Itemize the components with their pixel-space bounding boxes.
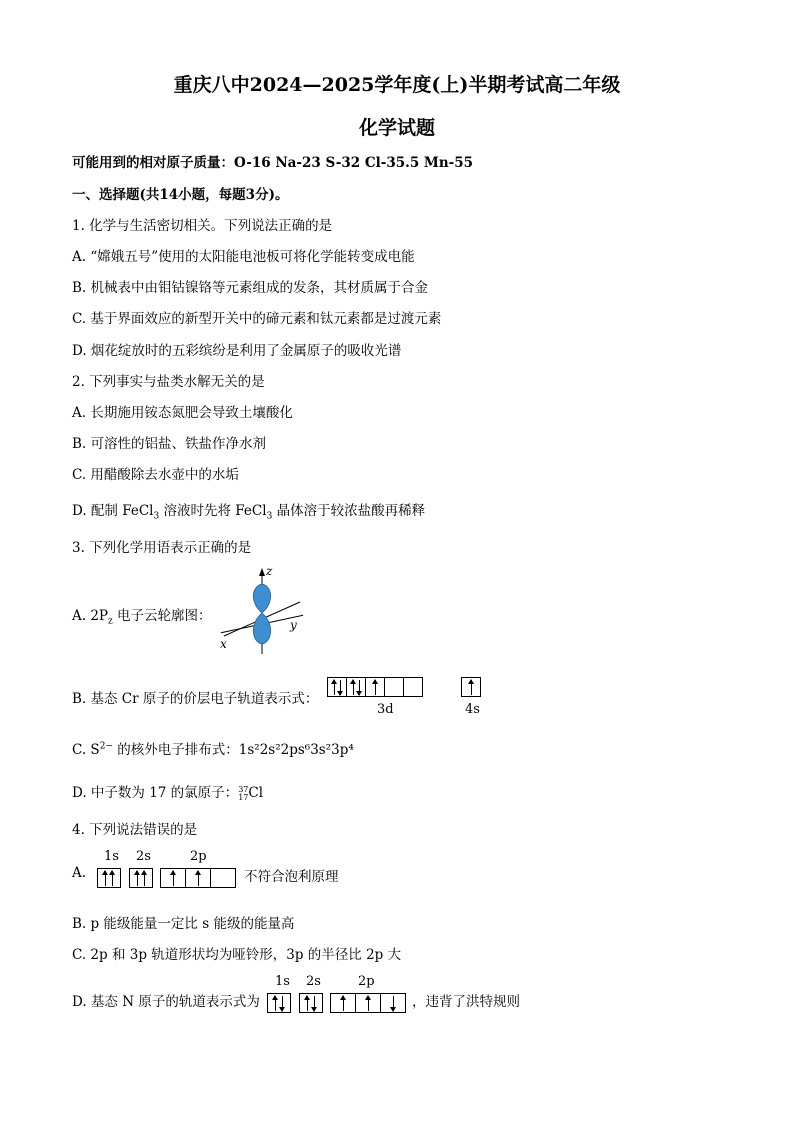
q4-option-d: D. 基态 N 原子的轨道表示式为 xyxy=(72,994,260,1010)
orbital-box xyxy=(160,868,186,888)
element-symbol: Cl xyxy=(248,785,264,801)
atomic-masses: 可能用到的相对原子质量：O-16 Na-23 S-32 Cl-35.5 Mn-55 xyxy=(72,155,474,171)
q4-stem: 4. 下列说法错误的是 xyxy=(72,822,198,838)
orbital-box xyxy=(330,993,356,1013)
paper-subtitle: 化学试题 xyxy=(358,117,435,139)
axis-z-label: z xyxy=(266,564,273,578)
orbital-box xyxy=(210,868,236,888)
orbital-box xyxy=(267,993,291,1013)
q4-option-a: A. xyxy=(72,865,87,881)
q4d-label-2s: 2s xyxy=(306,974,321,989)
exam-title: 重庆八中2024—2025学年度(上)半期考试高二年级 xyxy=(173,74,621,96)
label-4s: 4s xyxy=(465,702,480,717)
q4-option-c: C. 2p 和 3p 轨道形状均为哑铃形，3p 的半径比 2p 大 xyxy=(72,947,402,963)
q4d-orbital-diagram xyxy=(268,992,406,1013)
q2-option-b: B. 可溶性的铝盐、铁盐作净水剂 xyxy=(72,436,267,452)
cr-3d-orbitals xyxy=(328,676,423,697)
q1-option-a: A. “嫦娥五号”使用的太阳能电池板可将化学能转变成电能 xyxy=(72,249,415,265)
orbital-box xyxy=(129,868,153,888)
axis-y-label: y xyxy=(290,618,297,632)
q1-option-d: D. 烟花绽放时的五彩缤纷是利用了金属原子的吸收光谱 xyxy=(72,343,402,359)
q4a-label-2p: 2p xyxy=(190,849,207,864)
label-3d: 3d xyxy=(377,702,394,717)
q2-option-a: A. 长期施用铵态氮肥会导致土壤酸化 xyxy=(72,405,293,421)
q2-option-c: C. 用醋酸除去水壶中的水垢 xyxy=(72,467,239,483)
q3-option-a: A. $2P_z$ 电子云轮廓图： xyxy=(72,608,212,627)
orbital-box xyxy=(384,677,404,697)
q4a-conclusion: 不符合泡利原理 xyxy=(244,869,339,885)
q4a-label-2s: 2s xyxy=(136,849,151,864)
q3-stem: 3. 下列化学用语表示正确的是 xyxy=(72,540,252,556)
orbital-box xyxy=(346,677,366,697)
q1-option-c: C. 基于界面效应的新型开关中的碲元素和钛元素都是过渡元素 xyxy=(72,311,442,327)
q4a-orbital-diagram xyxy=(98,867,236,888)
q3-option-c: C. $S^{2-}$ 的核外电子排布式：1s²2s²2ps⁶3s²3p⁴ xyxy=(72,741,354,758)
section-heading: 一、选择题(共14小题，每题3分)。 xyxy=(72,187,289,203)
q4d-label-2p: 2p xyxy=(358,974,375,989)
orbital-box xyxy=(403,677,423,697)
mass-number: 37 xyxy=(238,784,249,794)
orbital-box xyxy=(97,868,121,888)
orbital-box xyxy=(380,993,406,1013)
orbital-box xyxy=(355,993,381,1013)
q4a-label-1s: 1s xyxy=(104,849,119,864)
cr-4s-orbital xyxy=(462,676,481,697)
orbital-box xyxy=(461,677,481,697)
q2-stem: 2. 下列事实与盐类水解无关的是 xyxy=(72,374,265,390)
q1-option-b: B. 机械表中由钼钴镍铬等元素组成的发条，其材质属于合金 xyxy=(72,280,429,296)
q1-stem: 1. 化学与生活密切相关。下列说法正确的是 xyxy=(72,218,333,234)
q4-option-b: B. p 能级能量一定比 s 能级的能量高 xyxy=(72,916,295,932)
q4d-conclusion: ，违背了洪特规则 xyxy=(412,994,520,1010)
pz-orbital-diagram xyxy=(212,562,312,658)
orbital-box xyxy=(365,677,385,697)
axis-x-label: x xyxy=(220,637,227,651)
orbital-box xyxy=(327,677,347,697)
q4d-label-1s: 1s xyxy=(275,974,290,989)
q2-option-d: D. 配制 FeCl$_3$ 溶液时先将 FeCl$_3$ 晶体溶于较浓盐酸再稀释 xyxy=(72,503,426,522)
atomic-number: 17 xyxy=(238,792,249,802)
q3-option-b: B. 基态 Cr 原子的价层电子轨道表示式： xyxy=(72,691,319,707)
orbital-box xyxy=(299,993,323,1013)
orbital-box xyxy=(185,868,211,888)
q3-option-d: D. 中子数为 17 的氯原子：37 17Cl xyxy=(72,784,264,802)
